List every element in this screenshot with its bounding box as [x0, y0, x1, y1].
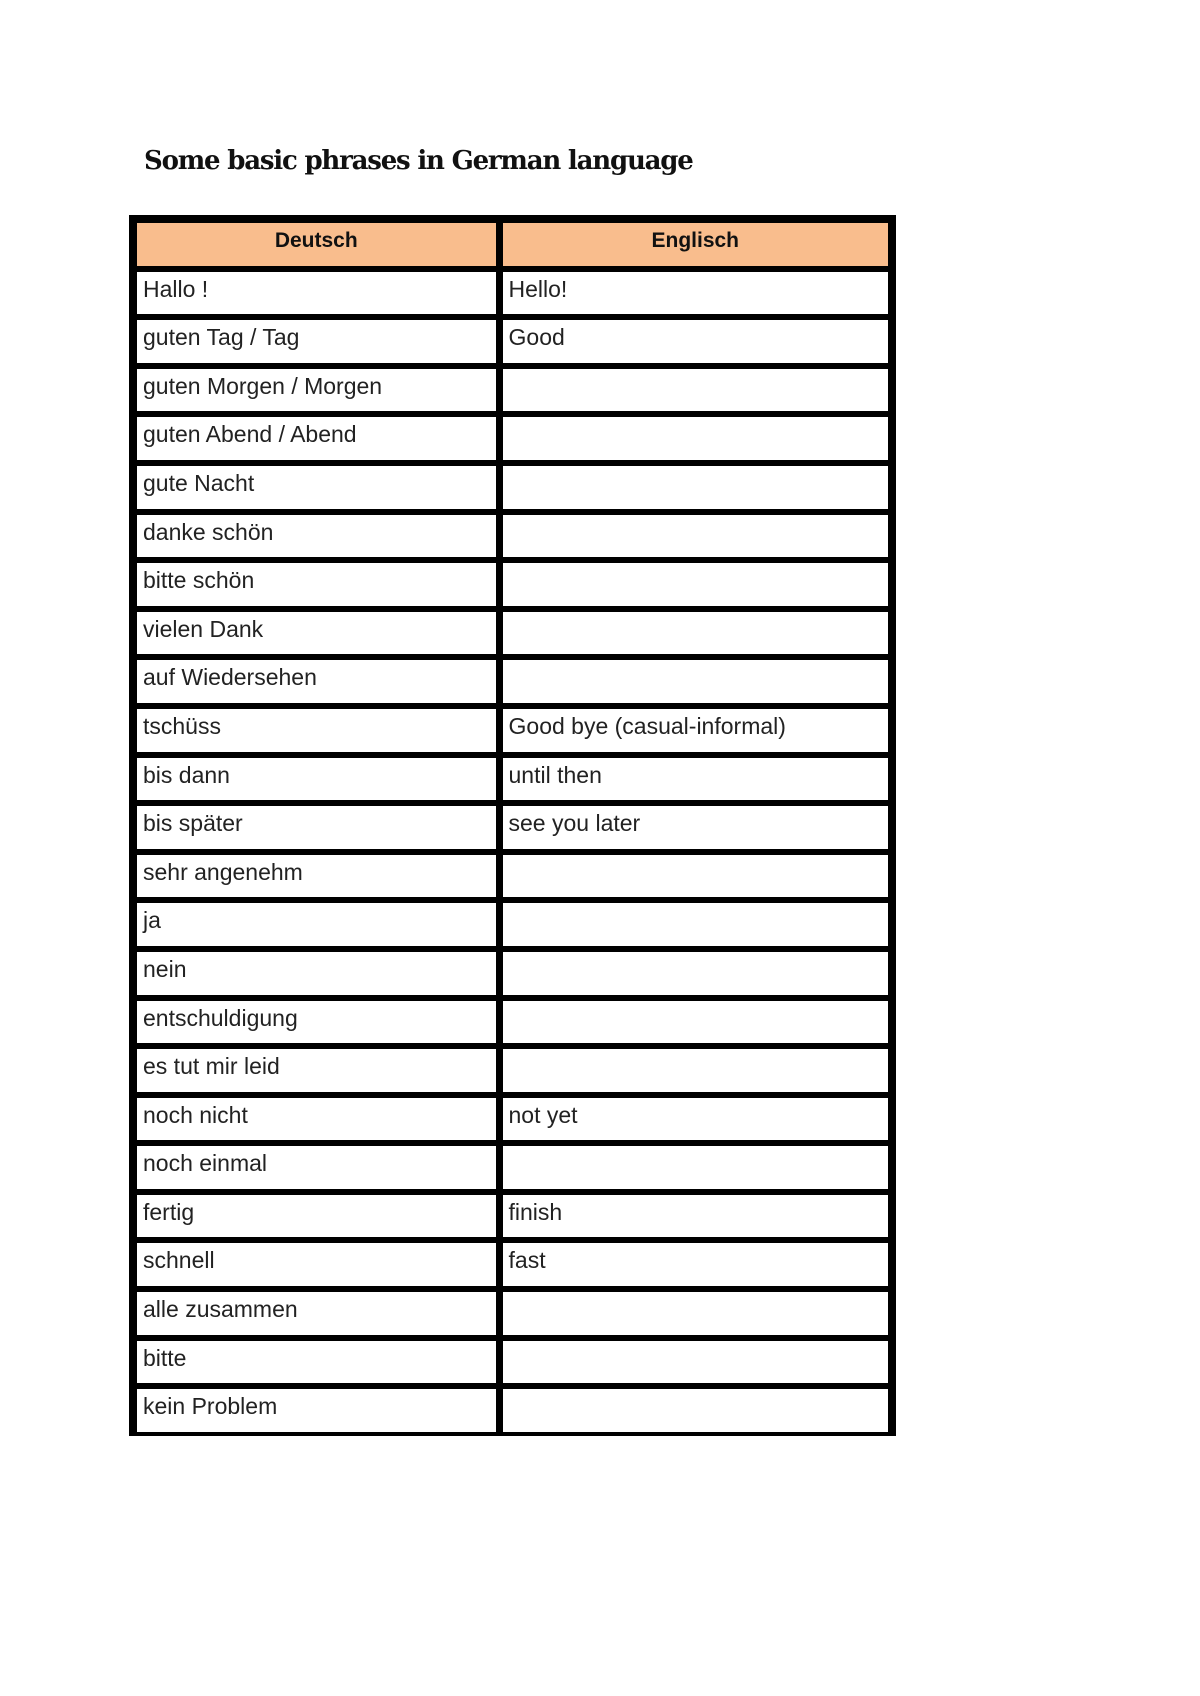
cell-deutsch: schnell [135, 1241, 498, 1288]
table-header-row [134, 220, 891, 269]
table-row [134, 414, 891, 463]
cell-deutsch: entschuldigung [135, 999, 498, 1046]
table-row [134, 1192, 891, 1241]
table-row [134, 609, 891, 658]
cell-deutsch: bis später [135, 804, 498, 851]
table-row [134, 1338, 891, 1387]
cell-deutsch: nein [135, 950, 498, 997]
cell-deutsch: tschüss [135, 707, 498, 754]
table-row [134, 317, 891, 366]
cell-englisch [501, 1387, 890, 1434]
cell-englisch [501, 1144, 890, 1191]
cell-englisch [501, 950, 890, 997]
cell-englisch: Hello! [501, 270, 890, 317]
cell-englisch [501, 1290, 890, 1337]
cell-deutsch: guten Tag / Tag [135, 318, 498, 365]
page-title: Some basic phrases in German language [144, 146, 693, 176]
cell-englisch [501, 610, 890, 657]
cell-deutsch: es tut mir leid [135, 1047, 498, 1094]
table-row [134, 463, 891, 512]
cell-deutsch: gute Nacht [135, 464, 498, 511]
table-row [134, 512, 891, 561]
cell-deutsch: fertig [135, 1193, 498, 1240]
cell-deutsch: bis dann [135, 756, 498, 803]
cell-englisch [501, 901, 890, 948]
cell-deutsch: Hallo ! [135, 270, 498, 317]
cell-englisch [501, 464, 890, 511]
table-row [134, 1240, 891, 1289]
table-row [134, 803, 891, 852]
table-row [134, 852, 891, 901]
cell-englisch: see you later [501, 804, 890, 851]
cell-englisch [501, 1339, 890, 1386]
cell-englisch: Good [501, 318, 890, 365]
cell-deutsch: bitte [135, 1339, 498, 1386]
cell-englisch [501, 367, 890, 414]
cell-deutsch: noch einmal [135, 1144, 498, 1191]
table-row [134, 949, 891, 998]
cell-englisch [501, 853, 890, 900]
table-row [134, 1046, 891, 1095]
column-header-deutsch: Deutsch [135, 221, 498, 268]
table-row [134, 1143, 891, 1192]
table-row [134, 706, 891, 755]
cell-deutsch: noch nicht [135, 1096, 498, 1143]
cell-englisch [501, 513, 890, 560]
cell-englisch [501, 658, 890, 705]
table-row [134, 900, 891, 949]
cell-deutsch: auf Wiedersehen [135, 658, 498, 705]
table-row [134, 366, 891, 415]
cell-deutsch: kein Problem [135, 1387, 498, 1434]
cell-englisch: Good bye (casual-informal) [501, 707, 890, 754]
cell-englisch [501, 1047, 890, 1094]
cell-deutsch: vielen Dank [135, 610, 498, 657]
table-row [134, 269, 891, 318]
column-header-englisch: Englisch [501, 221, 890, 268]
table-row [134, 998, 891, 1047]
cell-englisch: not yet [501, 1096, 890, 1143]
cell-deutsch: bitte schön [135, 561, 498, 608]
cell-deutsch: guten Morgen / Morgen [135, 367, 498, 414]
cell-englisch [501, 415, 890, 462]
table-row [134, 560, 891, 609]
cell-englisch: finish [501, 1193, 890, 1240]
table-row [134, 657, 891, 706]
cell-englisch [501, 999, 890, 1046]
cell-deutsch: alle zusammen [135, 1290, 498, 1337]
cell-englisch: until then [501, 756, 890, 803]
table-row [134, 1095, 891, 1144]
cell-deutsch: sehr angenehm [135, 853, 498, 900]
phrase-table [129, 215, 896, 1436]
cell-deutsch: guten Abend / Abend [135, 415, 498, 462]
table-body [134, 269, 891, 1435]
table-row [134, 1289, 891, 1338]
cell-deutsch: danke schön [135, 513, 498, 560]
cell-englisch [501, 561, 890, 608]
table-row [134, 1386, 891, 1435]
cell-englisch: fast [501, 1241, 890, 1288]
cell-deutsch: ja [135, 901, 498, 948]
table-row [134, 755, 891, 804]
